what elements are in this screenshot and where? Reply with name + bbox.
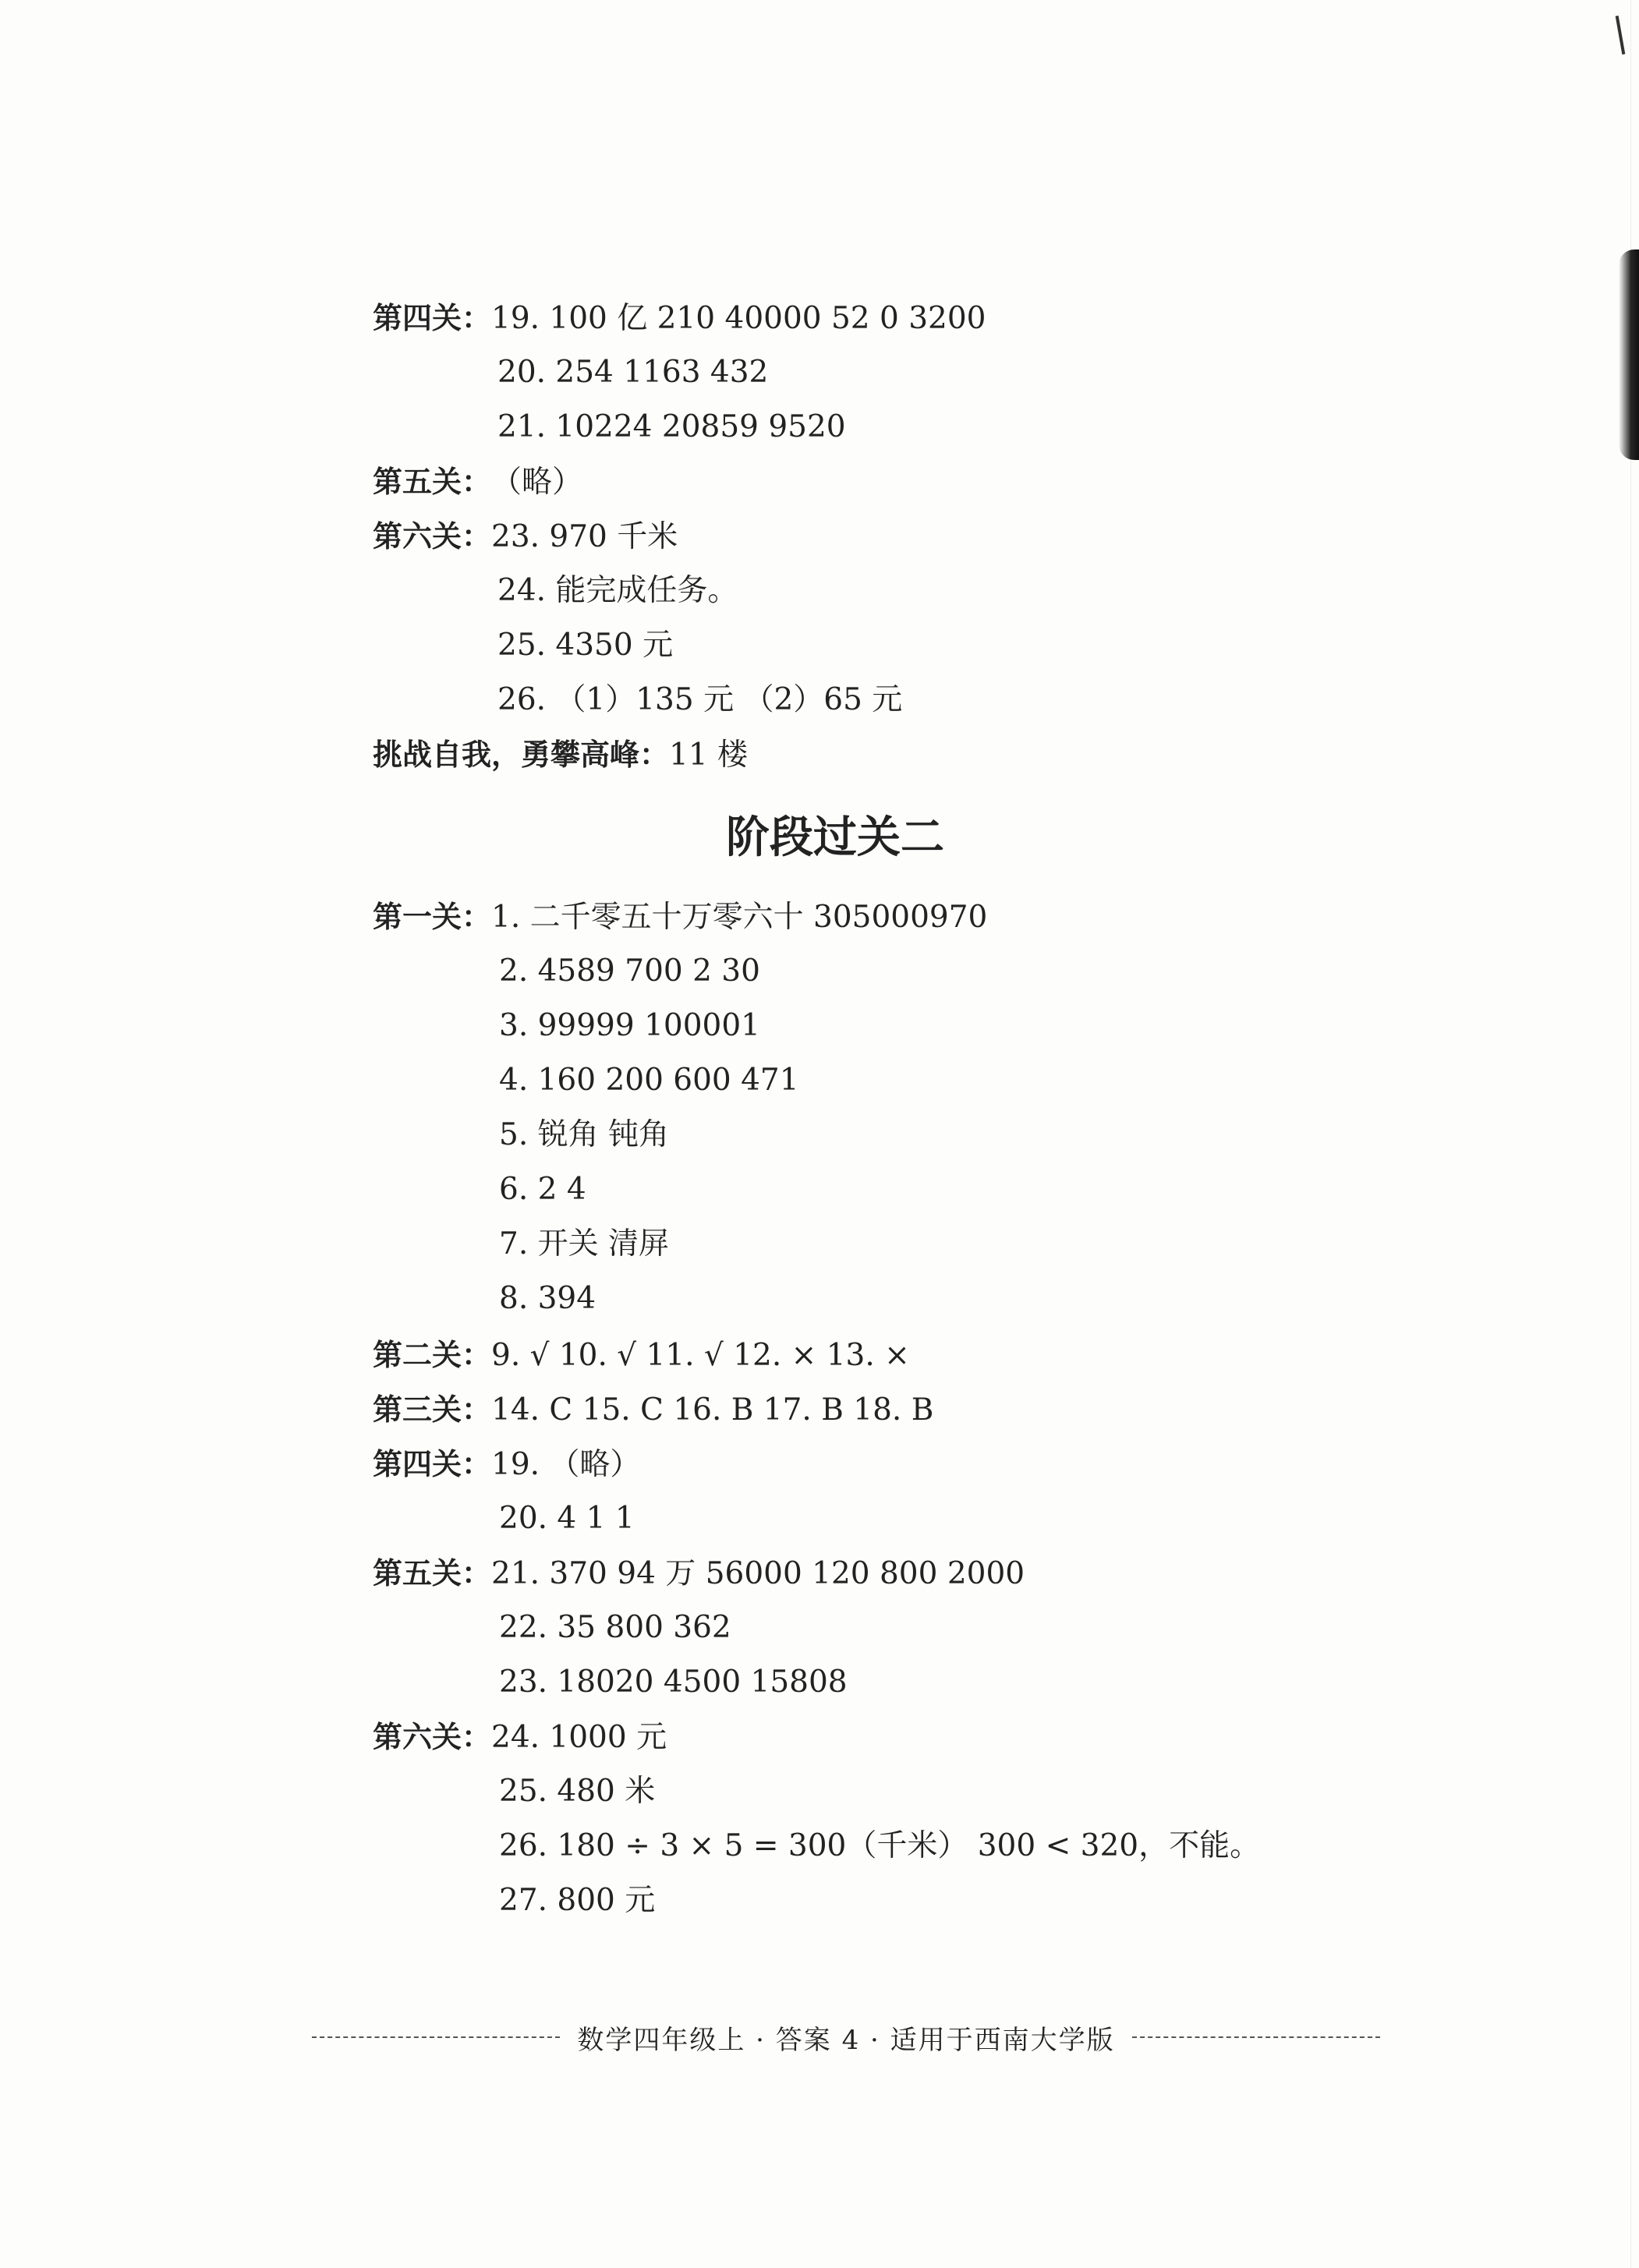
part1-level6-label: 第六关：: [373, 519, 492, 554]
answer-p2-7: 7. 开关 清屏: [499, 1226, 670, 1261]
challenge-answer: 11 楼: [669, 738, 749, 773]
answer-p2-9-13: 9. √ 10. √ 11. √ 12. × 13. ×: [491, 1338, 910, 1373]
part2-level6-label: 第六关：: [373, 1720, 492, 1754]
part2-level4-row-19: [373, 1445, 640, 1483]
part1-level5-label: 第五关：: [373, 465, 492, 499]
answer-level5: （略）: [491, 465, 583, 500]
answer-p2-19: 19. （略）: [491, 1447, 641, 1482]
part1-level5-row: [373, 463, 582, 501]
answer-19: 19. 100 亿 210 40000 52 0 3200: [491, 301, 986, 336]
part2-level2-row: [373, 1336, 910, 1374]
section-title: 阶段过关二: [726, 812, 944, 863]
answer-21: 21. 10224 20859 9520: [497, 409, 846, 444]
answer-24: 24. 能完成任务。: [497, 573, 738, 608]
answer-26: 26. （1）135 元 （2）65 元: [497, 682, 903, 717]
page-footer: [312, 2019, 1380, 2055]
answer-p2-26: 26. 180 ÷ 3 × 5 = 300（千米） 300 < 320，不能。: [499, 1828, 1261, 1863]
challenge-label: 挑战自我，勇攀高峰：: [373, 738, 670, 772]
answer-p2-24: 24. 1000 元: [491, 1720, 667, 1755]
answer-p2-2: 2. 4589 700 2 30: [499, 954, 760, 989]
footer-text: 数学四年级上 · 答案 4 · 适用于西南大学版: [577, 2024, 1115, 2056]
part2-level2-label: 第二关：: [373, 1338, 492, 1372]
answer-p2-20: 20. 4 1 1: [499, 1501, 635, 1536]
answer-p2-21: 21. 370 94 万 56000 120 800 2000: [491, 1556, 1025, 1591]
answer-p2-5: 5. 锐角 钝角: [499, 1117, 670, 1152]
answer-23: 23. 970 千米: [491, 519, 678, 554]
challenge-row: [373, 736, 748, 773]
answer-20: 20. 254 1163 432: [497, 355, 769, 390]
part2-level5-label: 第五关：: [373, 1556, 492, 1590]
part2-level6-row-24: [373, 1718, 667, 1756]
part2-level1-row-1: [373, 898, 987, 936]
part1-level4-row-19: [373, 299, 986, 337]
answer-p2-23: 23. 18020 4500 15808: [499, 1665, 848, 1700]
part2-level1-label: 第一关：: [373, 900, 492, 934]
part2-level4-label: 第四关：: [373, 1447, 492, 1481]
part2-level5-row-21: [373, 1555, 1025, 1592]
answer-p2-8: 8. 394: [499, 1281, 596, 1316]
part1-level4-label: 第四关：: [373, 301, 492, 335]
answer-p2-14-18: 14. C 15. C 16. B 17. B 18. B: [491, 1392, 934, 1428]
answer-p2-6: 6. 2 4: [499, 1172, 586, 1207]
footer-dash-left: [312, 2036, 560, 2038]
answer-p2-1: 1. 二千零五十万零六十 305000970: [491, 900, 988, 935]
part2-level3-row: [373, 1391, 933, 1428]
answer-p2-3: 3. 99999 100001: [499, 1008, 760, 1043]
answer-25: 25. 4350 元: [497, 628, 674, 663]
answer-p2-22: 22. 35 800 362: [499, 1610, 731, 1645]
answer-p2-4: 4. 160 200 600 471: [499, 1063, 799, 1098]
part1-level6-row-23: [373, 518, 678, 555]
part2-level3-label: 第三关：: [373, 1392, 492, 1427]
answer-p2-25: 25. 480 米: [499, 1774, 656, 1809]
answer-p2-27: 27. 800 元: [499, 1883, 656, 1918]
footer-dash-right: [1132, 2036, 1380, 2038]
scan-edge-mark: [1616, 16, 1626, 55]
scan-edge-shadow: [1619, 249, 1639, 460]
